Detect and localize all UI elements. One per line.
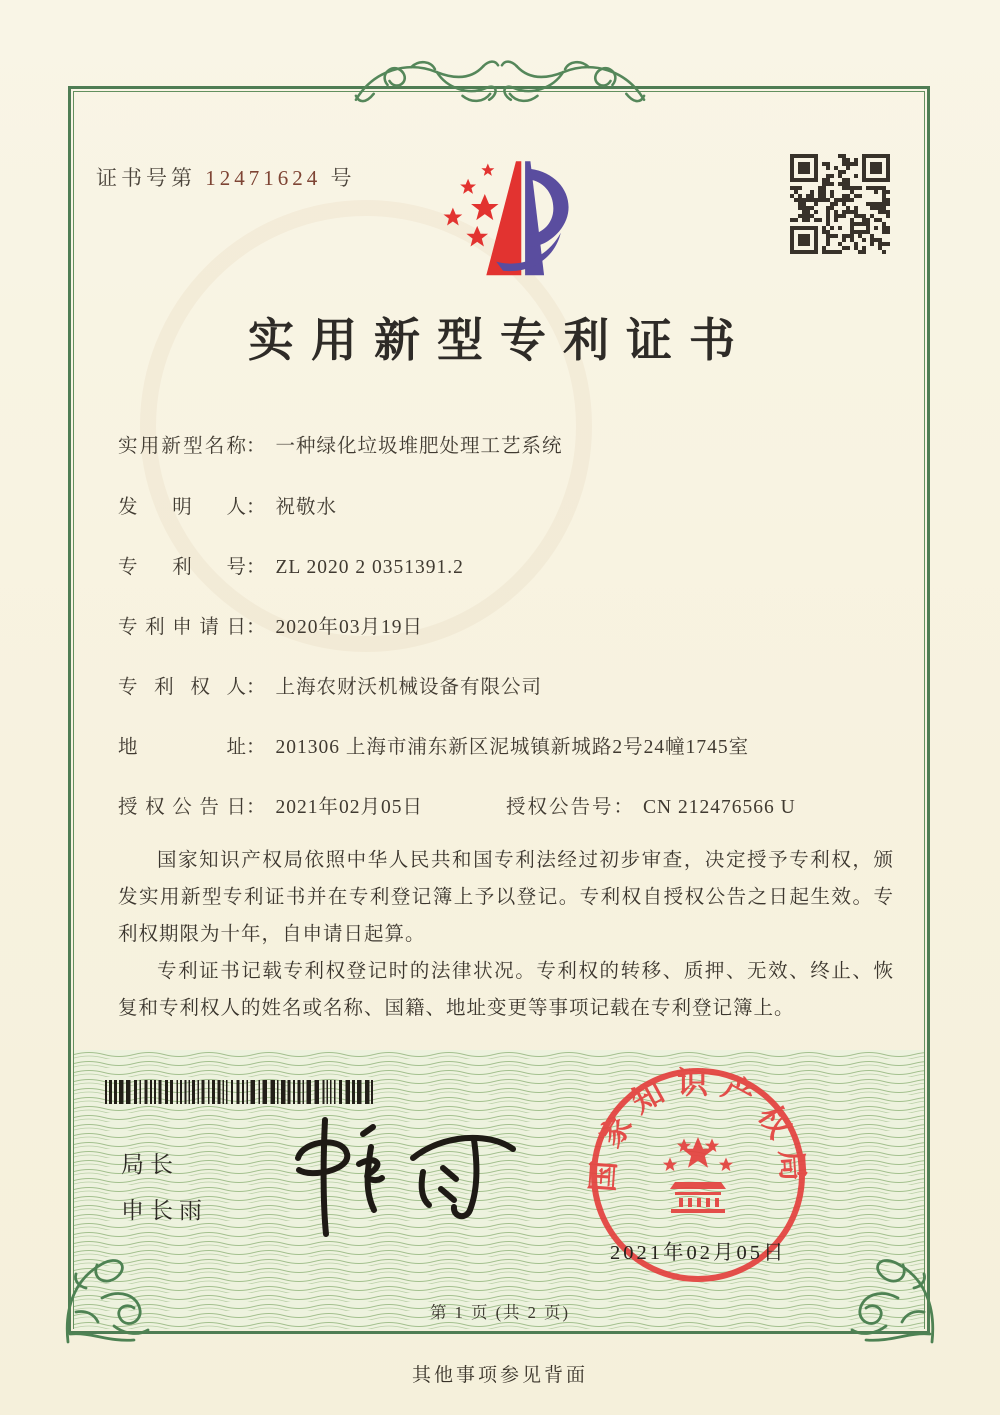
legal-paragraph-2: 专利证书记载专利权登记时的法律状况。专利权的转移、质押、无效、终止、恢复和专利权人的姓名或名称、国籍、地址变更等事项记载在专利登记簿上。 bbox=[118, 961, 894, 1019]
top-left-scroll-ornament-icon bbox=[352, 54, 502, 110]
field-value: 201306 上海市浦东新区泥城镇新城路2号24幢1745室 bbox=[275, 737, 750, 758]
field-value: 一种绿化垃圾堆肥处理工艺系统 bbox=[275, 436, 563, 457]
director-title: 局长 bbox=[121, 1152, 179, 1177]
field-row-filing-date: 专利申请日： 2020年03月19日 bbox=[118, 611, 900, 641]
field-value: CN 212476566 U bbox=[643, 797, 796, 818]
director-signature bbox=[263, 1112, 535, 1244]
field-row-patentee: 专利权人： 上海农财沃机械设备有限公司 bbox=[118, 671, 900, 701]
field-label: 专利权人 bbox=[118, 677, 246, 698]
field-label: 地址 bbox=[118, 737, 246, 758]
legal-text-block bbox=[118, 842, 894, 1027]
certificate-number-label: 证书号第 bbox=[96, 166, 196, 190]
field-label: 授权公告日 bbox=[118, 797, 246, 818]
qr-code bbox=[788, 152, 892, 256]
legal-paragraph-1: 国家知识产权局依照中华人民共和国专利法经过初步审查，决定授予专利权，颁发实用新型专利证书并在专利登记簿上予以登记。专利权自授权公告之日起生效。专利权期限为十年，自申请日起算。 bbox=[118, 850, 894, 945]
bottom-right-floral-ornament-icon bbox=[844, 1240, 944, 1348]
field-value: 上海农财沃机械设备有限公司 bbox=[275, 677, 543, 698]
back-side-note: 其他事项参见背面 bbox=[411, 1365, 588, 1386]
field-label: 实用新型名称 bbox=[118, 436, 246, 457]
field-label: 授权公告号 bbox=[506, 797, 614, 818]
certificate-number-suffix: 号 bbox=[330, 166, 356, 190]
certificate-title: 实用新型专利证书 bbox=[248, 315, 752, 366]
field-label: 发明人 bbox=[118, 497, 246, 518]
field-row-grant-date: 授权公告日： 2021年02月05日 授权公告号： CN 212476566 U bbox=[118, 791, 900, 821]
seal-date: 2021年02月05日 bbox=[610, 1242, 787, 1264]
field-grant-number: 授权公告号： CN 212476566 U bbox=[506, 791, 796, 819]
page-number: 第 1 页 (共 2 页) bbox=[429, 1303, 571, 1322]
field-row-utility-model-name: 实用新型名称： 一种绿化垃圾堆肥处理工艺系统 bbox=[118, 430, 900, 460]
certificate-number bbox=[96, 162, 356, 192]
field-label: 专利号 bbox=[118, 557, 246, 578]
field-value: 2020年03月19日 bbox=[275, 617, 424, 638]
field-row-patent-number: 专利号： ZL 2020 2 0351391.2 bbox=[118, 551, 900, 581]
field-label: 专利申请日 bbox=[118, 617, 246, 638]
top-right-scroll-ornament-icon bbox=[498, 54, 648, 110]
director-name: 申长雨 bbox=[121, 1198, 208, 1223]
svg-text:国家知识产权局 bbox=[585, 1065, 811, 1193]
field-row-address: 地址： 201306 上海市浦东新区泥城镇新城路2号24幢1745室 bbox=[118, 731, 900, 761]
seal-text: 国家知识产权局 bbox=[585, 1065, 811, 1194]
cnipa-logo-icon bbox=[424, 146, 576, 286]
field-row-inventor: 发明人： 祝敬水 bbox=[118, 491, 900, 521]
field-value: 2021年02月05日 bbox=[275, 797, 424, 818]
barcode bbox=[105, 1080, 377, 1104]
field-value: 祝敬水 bbox=[275, 497, 338, 518]
bottom-left-floral-ornament-icon bbox=[56, 1240, 156, 1348]
field-value: ZL 2020 2 0351391.2 bbox=[275, 557, 464, 578]
certificate-number-value: 12471624 bbox=[205, 166, 322, 190]
